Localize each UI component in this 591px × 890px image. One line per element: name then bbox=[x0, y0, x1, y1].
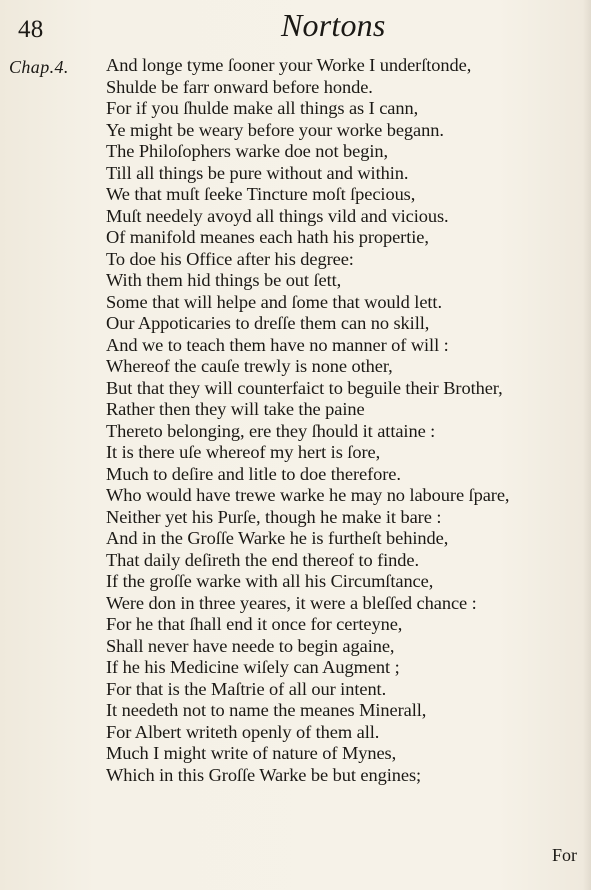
poem-line-6: Till all things be pure without and within. bbox=[106, 162, 409, 183]
poem-line-16: But that they will counterfaict to beguile their Brother, bbox=[106, 377, 503, 398]
poem-line-8: Muſt needely avoyd all things vild and vicious. bbox=[106, 205, 449, 226]
poem-line-33: Much I might write of nature of Mynes, bbox=[106, 743, 397, 763]
poem-line-11: With them hid things be out ſett, bbox=[106, 270, 342, 290]
poem-line-30: For that is the Maſtrie of all our intent. bbox=[106, 678, 387, 699]
poem-line-21: Who would have trewe warke he may no laboure ſpare, bbox=[106, 485, 510, 505]
poem-line-26: Were don in three yeares, it were a bleſſed chance : bbox=[106, 592, 477, 613]
poem-line-9: Of manifold meanes each hath his propertie, bbox=[106, 227, 429, 247]
poem-line-24: That daily deſireth the end thereof to finde. bbox=[106, 549, 420, 570]
catchword: For bbox=[552, 845, 578, 865]
poem-line-32: For Albert writeth openly of them all. bbox=[106, 721, 380, 742]
poem-line-27: For he that ſhall end it once for certeyne, bbox=[106, 614, 403, 634]
chapter-label: Chap.4. bbox=[9, 57, 69, 77]
poem-line-14: And we to teach them have no manner of will : bbox=[106, 334, 449, 355]
poem-line-13: Our Appoticaries to dreſſe them can no skill, bbox=[106, 313, 430, 333]
poem-line-29: If he his Medicine wiſely can Augment ; bbox=[106, 657, 400, 677]
poem-line-10: To doe his Office after his degree: bbox=[106, 248, 354, 269]
poem-line-19: It is there uſe whereof my hert is ſore, bbox=[106, 442, 381, 462]
poem-line-4: Ye might be weary before your worke begann. bbox=[106, 119, 444, 140]
poem-line-20: Much to deſire and litle to doe therefore. bbox=[106, 463, 401, 484]
page-number: 48 bbox=[18, 16, 44, 43]
poem-line-15: Whereof the cauſe trewly is none other, bbox=[106, 356, 393, 376]
poem-line-28: Shall never have neede to begin againe, bbox=[106, 635, 395, 656]
poem-line-31: It needeth not to name the meanes Minerall, bbox=[106, 700, 427, 720]
poem-line-7: We that muſt ſeeke Tincture moſt ſpecious, bbox=[106, 184, 416, 204]
poem-line-12: Some that will helpe and ſome that would lett. bbox=[106, 291, 442, 312]
poem-line-1: And longe tyme ſooner your Worke I underſtonde, bbox=[106, 55, 472, 75]
poem-line-18: Thereto belonging, ere they ſhould it attaine : bbox=[106, 420, 436, 441]
poem-line-22: Neither yet his Purſe, though he make it bare : bbox=[106, 506, 442, 527]
running-title: Nortons bbox=[281, 7, 386, 43]
poem-line-25: If the groſſe warke with all his Circumſtance, bbox=[106, 571, 434, 591]
poem-line-5: The Philoſophers warke doe not begin, bbox=[106, 141, 389, 161]
poem-line-34: Which in this Groſſe Warke be but engines; bbox=[106, 764, 422, 785]
poem-text bbox=[106, 55, 574, 786]
poem-line-17: Rather then they will take the paine bbox=[106, 399, 365, 419]
poem-line-2: Shulde be farr onward before honde. bbox=[106, 76, 373, 97]
poem-line-23: And in the Groſſe Warke he is furtheſt behinde, bbox=[106, 528, 449, 548]
poem-line-3: For if you ſhulde make all things as I cann, bbox=[106, 98, 419, 118]
